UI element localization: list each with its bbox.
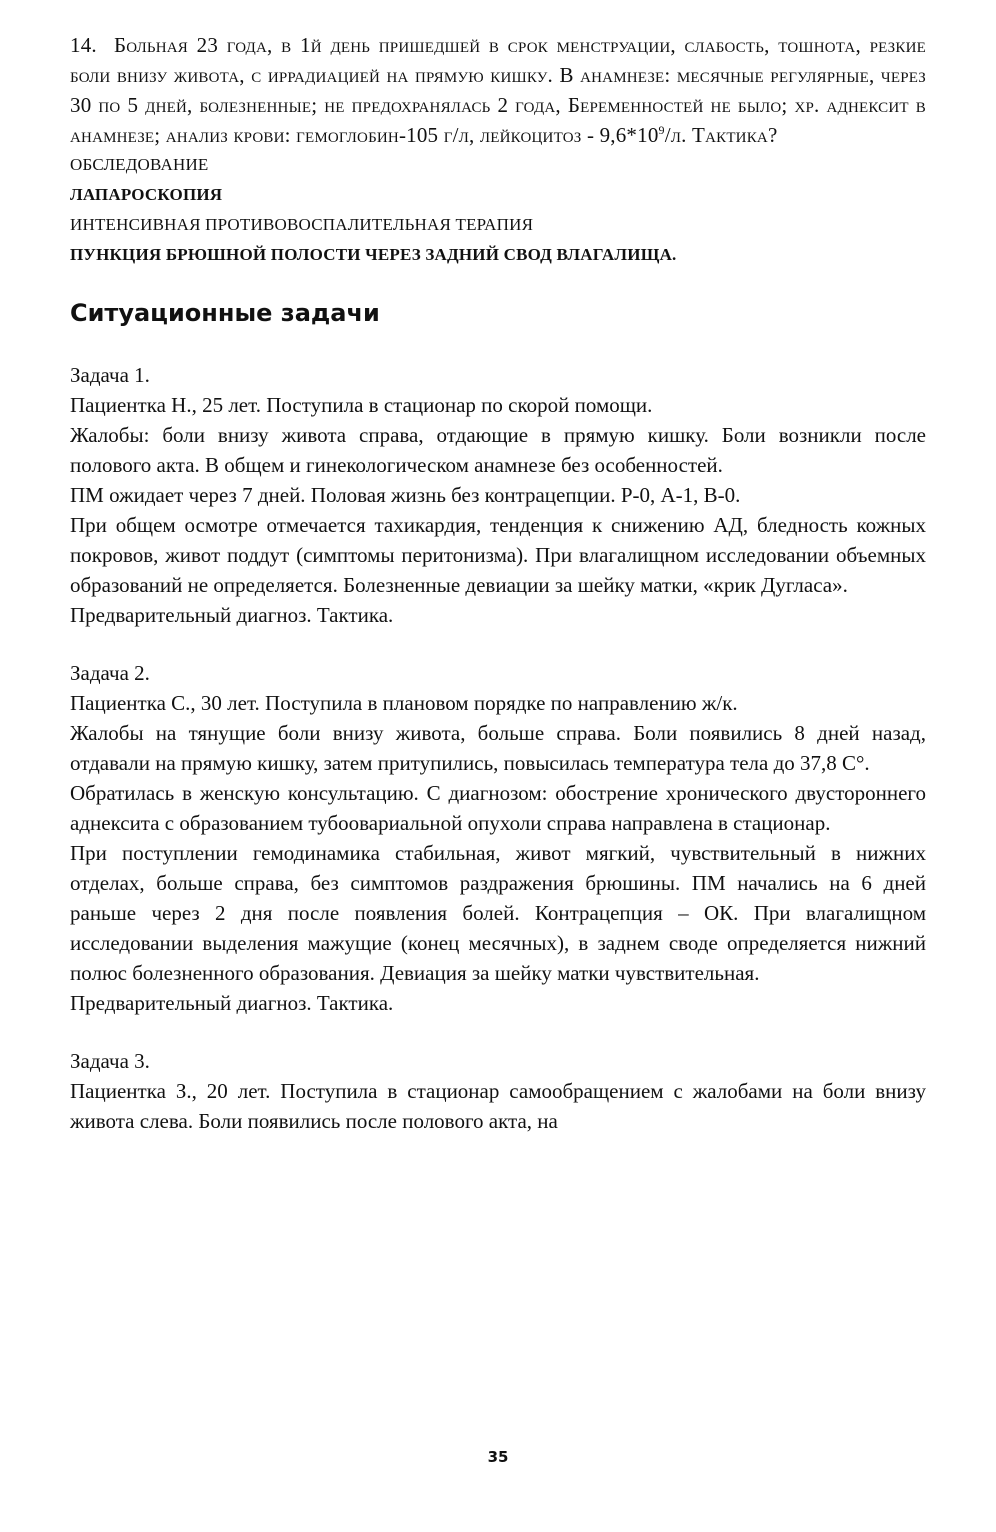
task-paragraph: Обратилась в женскую консультацию. С диагнозом: обострение хронического двустороннего аднексита с образованием тубоовариальной опухоли справа направлена в стационар. (70, 781, 926, 835)
task-2 (70, 658, 926, 1018)
task-paragraph: Пациентка З., 20 лет. Поступила в стационар самообращением с жалобами на боли внизу живота слева. Боли появились после полового акта, на (70, 1079, 926, 1133)
section-title: Ситуационные задачи (70, 299, 380, 327)
task-paragraph: Жалобы на тянущие боли внизу живота, больше справа. Боли появились 8 дней назад, отдавали на прямую кишку, затем притупились, повысилась температура тела до 37,8 С°. (70, 721, 926, 775)
question-text: Больная 23 года, в 1й день пришедшей в срок менструации, слабость, тошнота, резкие боли внизу живота, с иррадиацией на прямую кишку. В анамнезе: месячные регулярные, через 30 по 5 дней, болезненные; не предохранялась 2 года, Беременностей не было; хр. аднексит в анамнезе; анализ крови: гемоглобин-105 г/л, лейкоцитоз - 9,6*10 (70, 33, 926, 147)
document-page (70, 30, 926, 1164)
answer-option: ОБСЛЕДОВАНИЕ (70, 155, 209, 174)
task-title: Задача 2. (70, 661, 150, 685)
page-number: 35 (487, 1448, 509, 1466)
task-paragraph: Жалобы: боли внизу живота справа, отдающие в прямую кишку. Боли возникли после полового акта. В общем и гинекологическом анамнезе без особенностей. (70, 423, 926, 477)
task-paragraph: Пациентка Н., 25 лет. Поступила в стационар по скорой помощи. (70, 393, 653, 417)
question-14 (70, 30, 926, 150)
answer-option: ИНТЕНСИВНАЯ ПРОТИВОВОСПАЛИТЕЛЬНАЯ ТЕРАПИЯ (70, 215, 534, 234)
task-title: Задача 3. (70, 1049, 150, 1073)
answer-option-correct: ПУНКЦИЯ БРЮШНОЙ ПОЛОСТИ ЧЕРЕЗ ЗАДНИЙ СВОД ВЛАГАЛИЩА. (70, 245, 677, 264)
task-3 (70, 1046, 926, 1136)
task-paragraph: При общем осмотре отмечается тахикардия, тенденция к снижению АД, бледность кожных покровов, живот поддут (симптомы перитонизма). При влагалищном исследовании объемных образований не определяется. Болезненные девиации за шейку матки, «крик Дугласа». (70, 513, 926, 597)
answer-options (70, 150, 926, 270)
exponent: 9 (658, 123, 665, 137)
task-paragraph: При поступлении гемодинамика стабильная, живот мягкий, чувствительный в нижних отделах, больше справа, без симптомов раздражения брюшины. ПМ начались на 6 дней раньше через 2 дня после появления болей. Контрацепция – ОК. При влагалищном исследовании выделения мажущие (конец месячных), в заднем своде определяется нижний полюс болезненного образования. Девиация за шейку матки чувствительная. (70, 841, 926, 985)
task-paragraph: Предварительный диагноз. Тактика. (70, 603, 394, 627)
task-paragraph: ПМ ожидает через 7 дней. Половая жизнь без контрацепции. Р-0, А-1, В-0. (70, 483, 741, 507)
task-title: Задача 1. (70, 363, 150, 387)
task-1 (70, 360, 926, 630)
question-text-end: /л. Тактика? (664, 123, 778, 147)
answer-option-correct: ЛАПАРОСКОПИЯ (70, 185, 223, 204)
task-paragraph: Пациентка С., 30 лет. Поступила в плановом порядке по направлению ж/к. (70, 691, 738, 715)
question-number: 14. (70, 33, 97, 57)
task-paragraph: Предварительный диагноз. Тактика. (70, 991, 394, 1015)
